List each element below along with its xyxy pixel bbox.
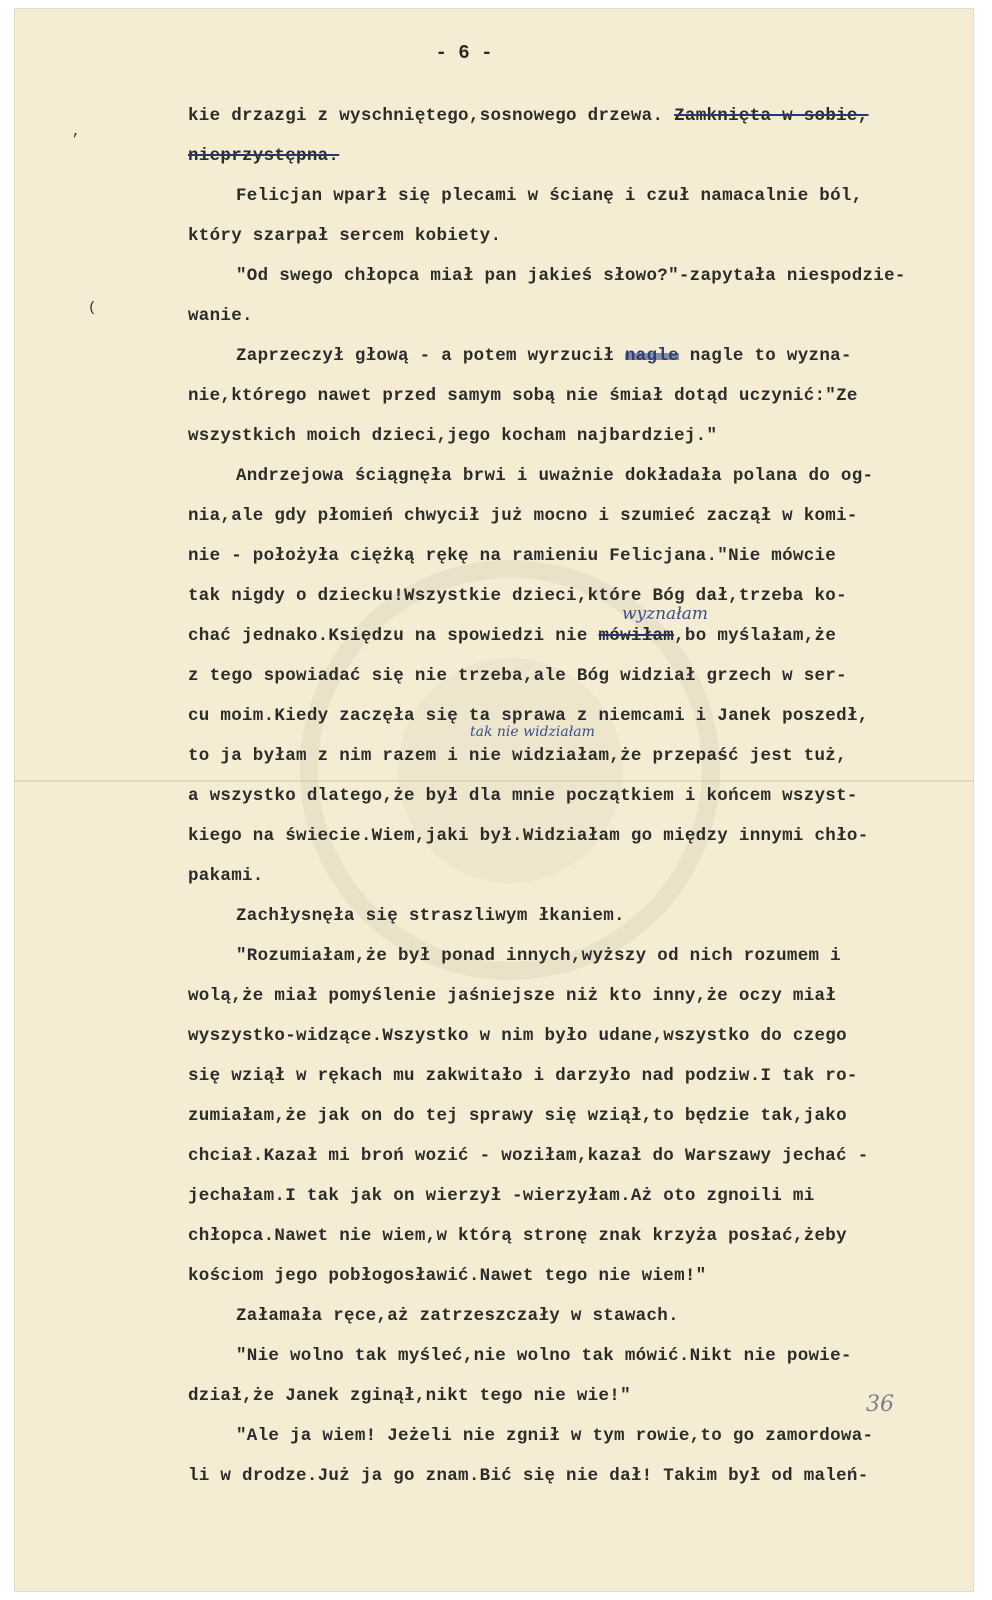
line-text: nie - położyła ciężką rękę na ramieniu Felicjana."Nie mówcie: [188, 546, 837, 566]
margin-mark: ,: [72, 124, 81, 140]
text-line: [188, 736, 948, 776]
line-text: wszystkich moich dzieci,jego kocham najbardziej.": [188, 426, 718, 446]
text-line: [188, 936, 948, 976]
text-line: [188, 136, 948, 176]
line-text: a wszystko dlatego,że był dla mnie początkiem i końcem wszyst-: [188, 786, 858, 806]
text-line: [188, 1336, 948, 1376]
text-line: [188, 296, 948, 336]
text-line: [188, 176, 948, 216]
text-line: [188, 896, 948, 936]
text-line: [188, 576, 948, 616]
line-text: kościom jego pobłogosławić.Nawet tego nie wiem!": [188, 1266, 707, 1286]
line-text: li w drodze.Już ja go znam.Bić się nie dał! Takim był od maleń-: [188, 1466, 869, 1486]
margin-mark: (: [88, 300, 97, 316]
line-text: chciał.Kazał mi broń wozić - woziłam,kazał do Warszawy jechać -: [188, 1146, 869, 1166]
handwritten-insert: tak nie widziałam: [470, 724, 595, 740]
text-line: [188, 496, 948, 536]
line-text: który szarpał sercem kobiety.: [188, 226, 502, 246]
line-text: "Od swego chłopca miał pan jakieś słowo?"-zapytała niespodzie-: [236, 266, 906, 286]
text-line: [188, 776, 948, 816]
text-line: [188, 1256, 948, 1296]
line-text: wanie.: [188, 306, 253, 326]
line-text: z tego spowiadać się nie trzeba,ale Bóg widział grzech w ser-: [188, 666, 847, 686]
text-line: [188, 256, 948, 296]
line-text: to ja byłam z nim razem i nie widziałam,że przepaść jest tuż,: [188, 746, 847, 766]
text-line: [188, 376, 948, 416]
text-line: [188, 216, 948, 256]
text-line: [188, 616, 948, 656]
line-text: nie,którego nawet przed samym sobą nie śmiał dotąd uczynić:"Ze: [188, 386, 858, 406]
line-text: tak nigdy o dziecku!Wszystkie dzieci,które Bóg dał,trzeba ko-: [188, 586, 847, 606]
line-text: Andrzejowa ściągnęła brwi i uważnie dokładała polana do og-: [236, 466, 874, 486]
struck-text: nieprzystępna.: [188, 146, 340, 166]
line-text-continued: nagle to wyzna-: [678, 346, 852, 366]
text-line: [188, 1176, 948, 1216]
line-text: zumiałam,że jak on do tej sprawy się wziął,to będzie tak,jako: [188, 1106, 847, 1126]
line-text: cu moim.Kiedy zaczęła się ta sprawa z niemcami i Janek poszedł,: [188, 706, 869, 726]
text-line: [188, 536, 948, 576]
line-text: Zachłysnęła się straszliwym łkaniem.: [236, 906, 625, 926]
line-text: kie drzazgi z wyschniętego,sosnowego drzewa.: [188, 106, 664, 126]
handwritten-insert: wyznałam: [622, 604, 708, 624]
text-line: [188, 336, 948, 376]
text-line: [188, 1456, 948, 1496]
line-text: wolą,że miał pomyślenie jaśniejsze niż kto inny,że oczy miał: [188, 986, 837, 1006]
line-text: wyszystko-widzące.Wszystko w nim było udane,wszystko do czego: [188, 1026, 847, 1046]
struck-text: Zamknięta w sobie,: [674, 106, 869, 126]
line-text: dział,że Janek zginął,nikt tego nie wie!": [188, 1386, 631, 1406]
archive-number: 36: [866, 1392, 894, 1417]
line-text: "Nie wolno tak myśleć,nie wolno tak mówić.Nikt nie powie-: [236, 1346, 852, 1366]
text-line: [188, 1056, 948, 1096]
struck-text: mówiłam: [598, 626, 675, 646]
text-line: [188, 1296, 948, 1336]
line-text: chłopca.Nawet nie wiem,w którą stronę znak krzyża posłać,żeby: [188, 1226, 847, 1246]
line-text: chać jednako.Księdzu na spowiedzi nie: [188, 626, 588, 646]
text-line: [188, 1216, 948, 1256]
text-line: [188, 816, 948, 856]
page-number: - 6 -: [435, 42, 493, 64]
line-text: Załamała ręce,aż zatrzeszczały w stawach.: [236, 1306, 679, 1326]
line-text: się wziął w rękach mu zakwitało i darzyło nad podziw.I tak ro-: [188, 1066, 858, 1086]
line-text: pakami.: [188, 866, 264, 886]
line-text: "Ale ja wiem! Jeżeli nie zgnił w tym rowie,to go zamordowa-: [236, 1426, 874, 1446]
typed-text-body: [188, 96, 948, 1496]
text-line: [188, 96, 948, 136]
text-line: [188, 1416, 948, 1456]
line-text: Zaprzeczył głową - a potem wyrzucił: [236, 346, 615, 366]
scribbled-word: nagle: [624, 346, 679, 366]
text-line: [188, 856, 948, 896]
text-line: [188, 976, 948, 1016]
text-line: [188, 456, 948, 496]
text-line: [188, 656, 948, 696]
line-text: "Rozumiałam,że był ponad innych,wyższy od nich rozumem i: [236, 946, 841, 966]
line-text: jechałam.I tak jak on wierzył -wierzyłam.Aż oto zgnoili mi: [188, 1186, 815, 1206]
line-text: nia,ale gdy płomień chwycił już mocno i szumieć zaczął w komi-: [188, 506, 858, 526]
text-line: [188, 1136, 948, 1176]
line-text-continued: ,bo myślałam,że: [674, 626, 837, 646]
line-text: kiego na świecie.Wiem,jaki był.Widziałam go między innymi chło-: [188, 826, 869, 846]
text-line: [188, 416, 948, 456]
text-line: [188, 1376, 948, 1416]
line-text: Felicjan wparł się plecami w ścianę i czuł namacalnie ból,: [236, 186, 863, 206]
text-line: [188, 1016, 948, 1056]
text-line: [188, 1096, 948, 1136]
